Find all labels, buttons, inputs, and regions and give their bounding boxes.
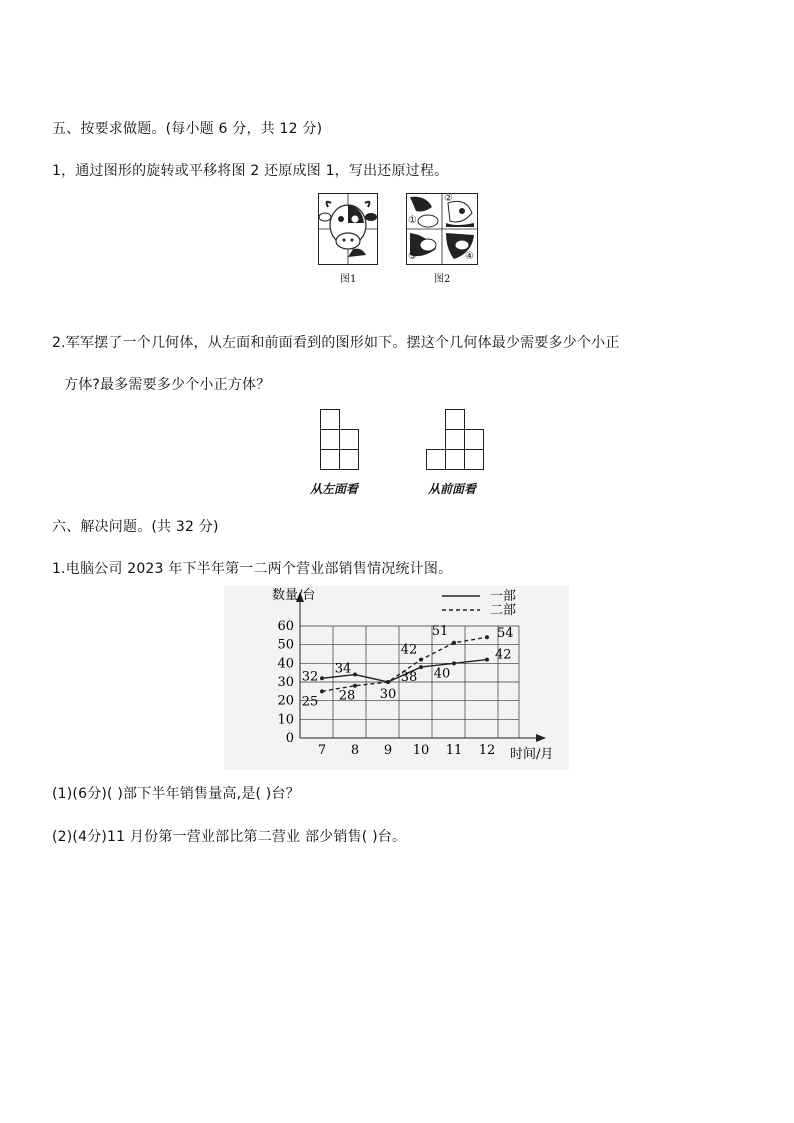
data-point — [353, 684, 357, 688]
data-label: 25 — [301, 694, 319, 710]
sales-line-chart — [224, 586, 569, 770]
data-label: 51 — [431, 623, 449, 639]
data-point — [386, 680, 390, 684]
data-label: 30 — [379, 687, 397, 702]
figure-2-scrambled-image — [406, 193, 478, 265]
legend-label: 二部 — [490, 603, 517, 618]
subquestion-2-text: (2)(4分)11 月份第一营业部比第二营业 部少销售( )台。 — [52, 829, 407, 845]
data-point — [320, 676, 324, 680]
section5-heading: 五、按要求做题。(每小题 6 分，共 12 分) — [52, 121, 323, 137]
data-label: 42 — [495, 647, 512, 663]
data-point — [419, 658, 423, 662]
data-point — [452, 641, 456, 645]
figure-2-caption: 图2 — [434, 274, 451, 285]
y-tick-label: 20 — [277, 693, 294, 709]
left-view-caption: 从左面看 — [310, 482, 359, 496]
data-label: 38 — [400, 670, 418, 686]
y-tick-label: 10 — [277, 712, 294, 728]
data-label: 28 — [338, 688, 356, 704]
x-tick-label: 9 — [383, 743, 393, 758]
x-tick-label: 10 — [412, 743, 430, 758]
y-tick-label: 30 — [277, 675, 294, 690]
x-tick-label: 11 — [445, 743, 463, 758]
x-tick-label: 7 — [317, 743, 327, 758]
question-2-text-line1: 2.军军摆了一个几何体，从左面和前面看到的图形如下。摆这个几何体最少需要多少个小正 — [52, 335, 620, 351]
y-tick-label: 40 — [277, 656, 294, 672]
data-point — [485, 658, 489, 662]
data-label: 32 — [301, 669, 319, 685]
data-point — [419, 665, 423, 669]
data-point — [353, 673, 357, 677]
data-point — [485, 635, 489, 639]
left-view-diagram — [318, 408, 362, 472]
y-axis-label: 数量/台 — [272, 588, 316, 603]
x-tick-label: 8 — [350, 743, 360, 758]
x-axis-label: 时间/月 — [510, 747, 554, 762]
marker-3: ③ — [408, 251, 417, 262]
figure-1-caption: 图1 — [340, 274, 357, 285]
data-label: 34 — [334, 661, 352, 677]
y-tick-label: 60 — [277, 619, 294, 634]
front-view-caption: 从前面看 — [428, 482, 477, 496]
question-1-text: 1，通过图形的旋转或平移将图 2 还原成图 1，写出还原过程。 — [52, 163, 449, 179]
marker-4: ④ — [465, 251, 474, 262]
data-label: 42 — [400, 642, 418, 658]
y-tick-label: 50 — [277, 637, 294, 653]
data-point — [320, 689, 324, 693]
section6-heading: 六、解决问题。(共 32 分) — [52, 519, 219, 535]
figure-1-cow-image — [318, 193, 378, 265]
legend-label: 一部 — [490, 589, 517, 604]
data-label: 54 — [497, 626, 514, 642]
x-tick-label: 12 — [478, 743, 496, 758]
question-2-text-line2: 方体?最多需要多少个小正方体？ — [64, 377, 271, 393]
data-label: 40 — [433, 666, 451, 682]
marker-1: ① — [408, 215, 417, 226]
marker-2: ② — [444, 193, 453, 204]
subquestion-1-text: (1)(6分)( )部下半年销售量高,是( )台？ — [52, 786, 300, 802]
data-point — [452, 661, 456, 665]
problem-1-text: 1.电脑公司 2023 年下半年第一二两个营业部销售情况统计图。 — [52, 561, 453, 577]
front-view-diagram — [424, 408, 488, 472]
y-tick-label: 0 — [285, 731, 294, 746]
